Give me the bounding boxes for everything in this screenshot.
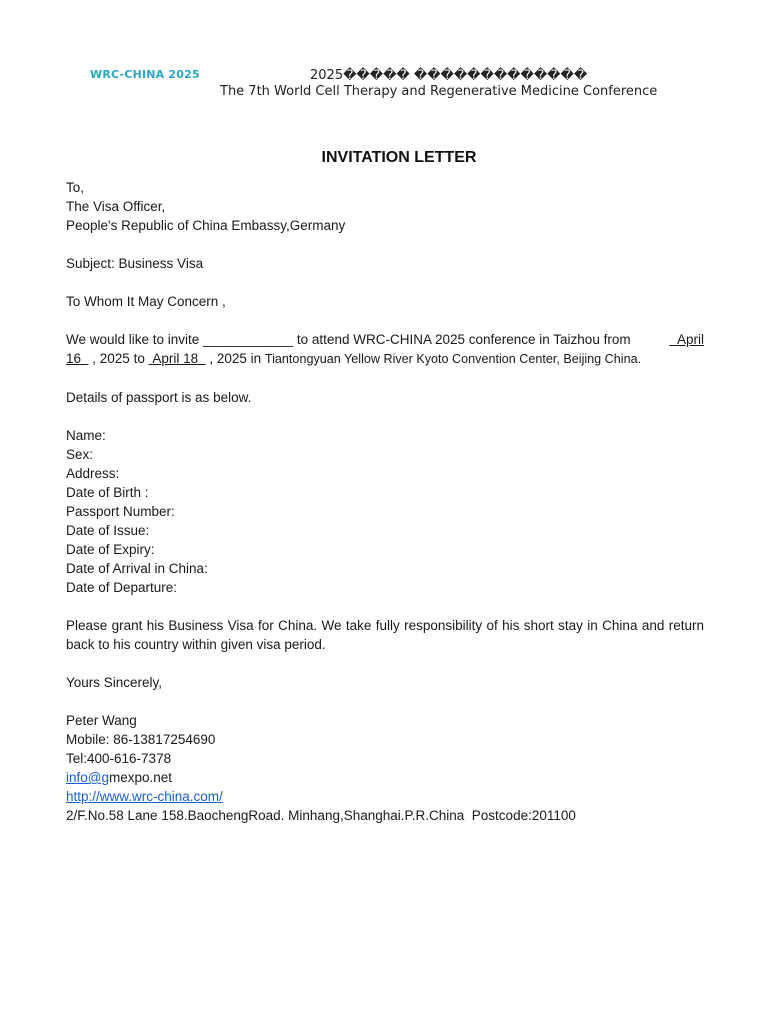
- email-rest: mexpo.net: [108, 770, 173, 785]
- invite-text-3: , 2025 in: [205, 351, 265, 366]
- header-chinese-title: 2025����� �������������: [310, 68, 588, 83]
- recipient-line-1: The Visa Officer,: [66, 199, 166, 214]
- closing: Yours Sincerely,: [66, 675, 163, 690]
- field-date-of-departure: Date of Departure:: [66, 580, 178, 595]
- start-date-day: 16: [66, 351, 89, 366]
- end-date: April 18: [148, 351, 206, 366]
- field-date-of-issue: Date of Issue:: [66, 523, 150, 538]
- passport-intro: Details of passport is as below.: [66, 390, 252, 405]
- field-passport-number: Passport Number:: [66, 504, 175, 519]
- salutation: To Whom It May Concern ,: [66, 294, 226, 309]
- field-address: Address:: [66, 466, 120, 481]
- email-link[interactable]: info@g: [66, 770, 109, 785]
- postal-address: 2/F.No.58 Lane 158.BaochengRoad. Minhang,Shanghai.P.R.China Postcode:201100: [66, 808, 576, 823]
- website-link[interactable]: http://www.wrc-china.com/: [66, 789, 223, 804]
- tel-number: Tel:400-616-7378: [66, 751, 172, 766]
- field-sex: Sex:: [66, 447, 94, 462]
- mobile-number: Mobile: 86-13817254690: [66, 732, 216, 747]
- to-line: To,: [66, 180, 85, 195]
- start-date-month: April: [669, 332, 704, 347]
- request-paragraph: Please grant his Business Visa for China. We take fully responsibility of his short stay in China and return back to his country within given visa period.: [66, 618, 704, 652]
- email-line: [66, 768, 704, 787]
- page-title: INVITATION LETTER: [321, 149, 477, 166]
- field-date-of-arrival: Date of Arrival in China:: [66, 561, 208, 576]
- passport-fields: [66, 426, 704, 597]
- field-date-of-expiry: Date of Expiry:: [66, 542, 155, 557]
- venue-text: Tiantongyuan Yellow River Kyoto Convention Center, Beijing China.: [264, 352, 642, 366]
- recipient-line-2: People's Republic of China Embassy,Germany: [66, 218, 346, 233]
- field-name: Name:: [66, 428, 106, 443]
- field-date-of-birth: Date of Birth :: [66, 485, 149, 500]
- invite-text-2: , 2025 to: [88, 351, 149, 366]
- header-conference-title: The 7th World Cell Therapy and Regenerative Medicine Conference: [220, 84, 658, 99]
- signer-name: Peter Wang: [66, 713, 137, 728]
- invitation-paragraph: [66, 330, 704, 369]
- website-line: [66, 787, 704, 806]
- wrc-china-logo: WRC-CHINA 2025: [90, 68, 200, 81]
- subject-line: Subject: Business Visa: [66, 256, 204, 271]
- letter-body: [66, 178, 704, 825]
- invite-text-1: We would like to invite ____________ to attend WRC-CHINA 2025 conference in Taizhou from: [66, 332, 631, 347]
